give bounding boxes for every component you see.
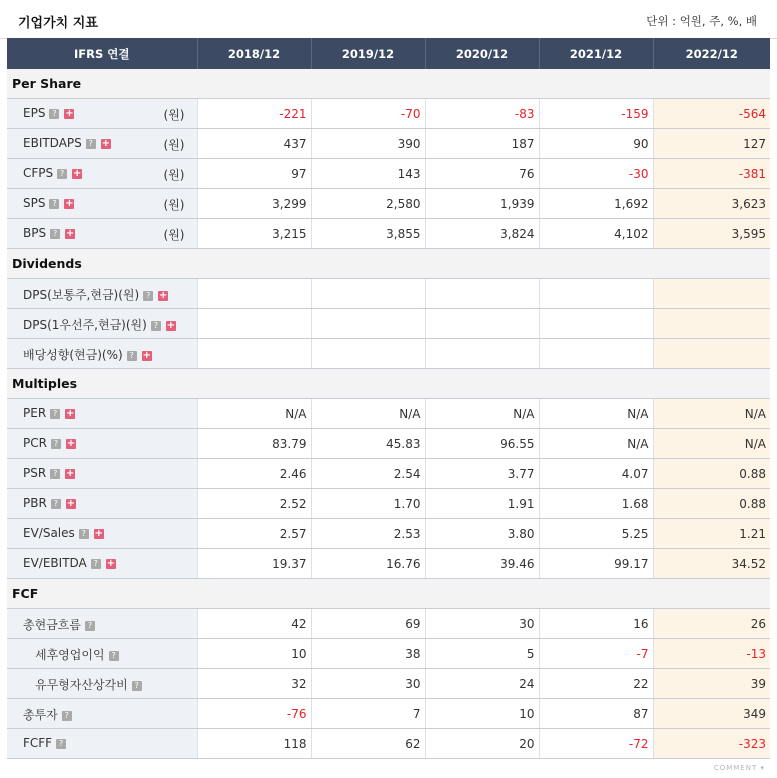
value-cell: 99.17 [539, 549, 653, 579]
plus-icon[interactable]: + [106, 558, 115, 569]
value-cell [539, 339, 653, 369]
value-cell: -30 [539, 159, 653, 189]
plus-icon[interactable]: + [66, 498, 75, 509]
table-row [7, 99, 770, 129]
section-title: FCF [7, 579, 770, 609]
section-row [7, 579, 770, 609]
value-cell: 10 [425, 699, 539, 729]
section-title: Dividends [7, 249, 770, 279]
value-cell: -323 [653, 729, 770, 759]
value-cell: 42 [197, 609, 311, 639]
row-unit: (원) [163, 108, 185, 122]
value-cell: 1,939 [425, 189, 539, 219]
value-cell: 38 [311, 639, 425, 669]
table-row [7, 219, 770, 249]
comment-label: COMMENT [713, 764, 758, 772]
row-label-text: FCFF [23, 736, 53, 750]
value-cell: 3,623 [653, 189, 770, 219]
value-cell: 3,299 [197, 189, 311, 219]
value-cell: 26 [653, 609, 770, 639]
value-cell: 20 [425, 729, 539, 759]
question-icon[interactable]: ? [51, 499, 61, 509]
value-cell: 1,692 [539, 189, 653, 219]
row-label-text: 배당성향(현금)(%) [23, 348, 123, 362]
value-cell [197, 279, 311, 309]
value-cell: -7 [539, 639, 653, 669]
question-icon[interactable]: ? [85, 621, 95, 631]
value-cell [197, 339, 311, 369]
row-label-cell [7, 279, 197, 309]
row-label-cell [7, 129, 197, 159]
question-icon[interactable]: ? [56, 739, 66, 749]
value-cell [425, 279, 539, 309]
value-cell: 3,215 [197, 219, 311, 249]
row-label-cell [7, 459, 197, 489]
row-label [23, 526, 104, 540]
year-header: 2019/12 [311, 38, 425, 69]
value-cell: 39.46 [425, 549, 539, 579]
value-cell: -221 [197, 99, 311, 129]
value-cell [653, 279, 770, 309]
value-cell [197, 309, 311, 339]
value-cell [311, 339, 425, 369]
row-label-text: PCR [23, 436, 47, 450]
section-title: Per Share [7, 69, 770, 99]
value-cell: 1.68 [539, 489, 653, 519]
value-cell: 83.79 [197, 429, 311, 459]
plus-icon[interactable]: + [101, 138, 110, 149]
row-label-cell [7, 339, 197, 369]
row-unit: (원) [163, 138, 185, 152]
panel-title: 기업가치 지표 [18, 16, 98, 31]
value-cell: 0.88 [653, 489, 770, 519]
value-cell: 62 [311, 729, 425, 759]
table-row [7, 459, 770, 489]
question-icon[interactable]: ? [143, 291, 153, 301]
table-row [7, 609, 770, 639]
question-icon[interactable]: ? [79, 529, 89, 539]
value-cell: N/A [197, 399, 311, 429]
plus-icon[interactable]: + [66, 468, 75, 479]
comment-toggle[interactable] [714, 764, 765, 772]
value-cell: 4,102 [539, 219, 653, 249]
year-header: 2020/12 [425, 38, 539, 69]
unit-note: 단위 : 억원, 주, %, 배 [646, 14, 757, 28]
table-row [7, 339, 770, 369]
value-cell: 2.46 [197, 459, 311, 489]
row-label [23, 706, 72, 723]
plus-icon[interactable]: + [94, 528, 103, 539]
value-cell: 5 [425, 639, 539, 669]
row-label [23, 226, 75, 240]
corner-header: IFRS 연결 [7, 38, 197, 69]
section-row [7, 69, 770, 99]
question-icon[interactable]: ? [49, 109, 59, 119]
value-cell [425, 339, 539, 369]
row-label-text: EBITDAPS [23, 136, 82, 150]
value-cell: 1.70 [311, 489, 425, 519]
plus-icon[interactable]: + [65, 108, 74, 119]
row-label [35, 646, 119, 663]
value-cell: 3,824 [425, 219, 539, 249]
row-label [23, 736, 66, 750]
row-label-text: DPS(보통주,현금)(원) [23, 288, 140, 302]
value-cell: 34.52 [653, 549, 770, 579]
row-label [23, 466, 75, 480]
value-cell: 30 [425, 609, 539, 639]
table-row [7, 549, 770, 579]
value-cell: 76 [425, 159, 539, 189]
row-label-cell [7, 159, 197, 189]
table-row [7, 699, 770, 729]
row-label [23, 166, 82, 180]
table-row [7, 519, 770, 549]
year-header: 2018/12 [197, 38, 311, 69]
section-title: Multiples [7, 369, 770, 399]
value-cell: 2,580 [311, 189, 425, 219]
row-label [23, 616, 95, 633]
plus-icon[interactable]: + [72, 168, 82, 179]
value-cell: 127 [653, 129, 770, 159]
row-label-cell [7, 609, 197, 639]
section-row [7, 249, 770, 279]
question-icon[interactable]: ? [51, 439, 61, 449]
row-label-cell [7, 639, 197, 669]
header-row [7, 38, 770, 69]
plus-icon[interactable]: + [66, 438, 76, 449]
row-label-text: SPS [23, 196, 46, 210]
row-label-text: BPS [23, 226, 47, 240]
year-header: 2021/12 [539, 38, 653, 69]
value-cell: 7 [311, 699, 425, 729]
row-unit: (원) [163, 198, 185, 212]
value-cell: 32 [197, 669, 311, 699]
value-cell: 1.91 [425, 489, 539, 519]
value-cell: 390 [311, 129, 425, 159]
value-cell: 3,855 [311, 219, 425, 249]
value-cell: 3.77 [425, 459, 539, 489]
table-row [7, 489, 770, 519]
row-label-text: 총투자 [23, 708, 58, 722]
question-icon[interactable]: ? [151, 321, 161, 331]
value-cell: 187 [425, 129, 539, 159]
row-label-text: PER [23, 406, 47, 420]
value-cell: 2.54 [311, 459, 425, 489]
table-row [7, 129, 770, 159]
value-cell: N/A [539, 399, 653, 429]
row-label [23, 496, 76, 510]
value-cell: 97 [197, 159, 311, 189]
value-cell: -76 [197, 699, 311, 729]
value-cell: 2.57 [197, 519, 311, 549]
row-label-cell [7, 699, 197, 729]
value-cell: 16.76 [311, 549, 425, 579]
row-label-cell [7, 219, 197, 249]
row-label-cell [7, 489, 197, 519]
row-label [23, 196, 74, 210]
question-icon[interactable]: ? [132, 681, 142, 691]
value-cell: 10 [197, 639, 311, 669]
value-cell: 22 [539, 669, 653, 699]
value-cell: 0.88 [653, 459, 770, 489]
value-cell: -72 [539, 729, 653, 759]
table-row [7, 639, 770, 669]
row-label-text: DPS(1우선주,현금)(원) [23, 318, 147, 332]
row-unit: (원) [163, 228, 185, 242]
row-label [23, 286, 168, 303]
row-label-text: 유무형자산상각비 [35, 678, 128, 692]
value-cell [653, 339, 770, 369]
row-label [23, 346, 152, 363]
row-label-cell [7, 99, 197, 129]
value-cell: 4.07 [539, 459, 653, 489]
value-cell: 90 [539, 129, 653, 159]
value-cell: -13 [653, 639, 770, 669]
value-cell: -381 [653, 159, 770, 189]
value-cell [311, 309, 425, 339]
section-row [7, 369, 770, 399]
value-cell: -83 [425, 99, 539, 129]
question-icon[interactable]: ? [50, 469, 60, 479]
plus-icon[interactable]: + [65, 228, 75, 239]
row-label-text: EPS [23, 106, 46, 120]
value-cell: N/A [653, 399, 770, 429]
table-row [7, 189, 770, 219]
panel-header [0, 0, 777, 39]
row-label-text: EV/EBITDA [23, 556, 87, 570]
value-cell: 2.52 [197, 489, 311, 519]
value-cell: 3,595 [653, 219, 770, 249]
value-cell: N/A [539, 429, 653, 459]
row-label-cell [7, 429, 197, 459]
value-cell: 143 [311, 159, 425, 189]
plus-icon[interactable]: + [142, 350, 151, 361]
value-cell [425, 309, 539, 339]
row-label [23, 556, 116, 570]
value-cell: N/A [425, 399, 539, 429]
value-cell [539, 279, 653, 309]
value-cell: 30 [311, 669, 425, 699]
table-row [7, 309, 770, 339]
row-label [23, 316, 176, 333]
table-row [7, 279, 770, 309]
value-cell: 118 [197, 729, 311, 759]
value-cell: 45.83 [311, 429, 425, 459]
row-label-cell [7, 189, 197, 219]
valuation-table [7, 38, 770, 759]
value-cell: 349 [653, 699, 770, 729]
value-cell: 5.25 [539, 519, 653, 549]
question-icon[interactable]: ? [50, 409, 60, 419]
row-label [23, 406, 75, 420]
value-cell: 19.37 [197, 549, 311, 579]
question-icon[interactable]: ? [109, 651, 119, 661]
value-cell [311, 279, 425, 309]
value-cell: N/A [653, 429, 770, 459]
question-icon[interactable]: ? [49, 199, 59, 209]
row-unit: (원) [163, 168, 185, 182]
value-cell [653, 309, 770, 339]
question-icon[interactable]: ? [57, 169, 67, 179]
row-label-cell [7, 309, 197, 339]
value-cell: 96.55 [425, 429, 539, 459]
row-label-text: EV/Sales [23, 526, 75, 540]
table-row [7, 399, 770, 429]
value-cell: 1.21 [653, 519, 770, 549]
value-cell: N/A [311, 399, 425, 429]
value-cell: 3.80 [425, 519, 539, 549]
row-label-cell [7, 399, 197, 429]
row-label [23, 136, 111, 150]
value-cell: 2.53 [311, 519, 425, 549]
year-header: 2022/12 [653, 38, 770, 69]
row-label-cell [7, 549, 197, 579]
value-cell: 87 [539, 699, 653, 729]
table-row [7, 159, 770, 189]
plus-icon[interactable]: + [158, 290, 168, 301]
row-label [23, 106, 74, 120]
row-label-text: 총현금흐름 [23, 618, 81, 632]
chevron-down-icon: ▾ [760, 764, 765, 772]
plus-icon[interactable]: + [65, 408, 75, 419]
row-label-cell [7, 729, 197, 759]
question-icon[interactable]: ? [62, 711, 72, 721]
table-row [7, 729, 770, 759]
row-label-cell [7, 519, 197, 549]
table-row [7, 669, 770, 699]
question-icon[interactable]: ? [91, 559, 101, 569]
value-cell: 39 [653, 669, 770, 699]
row-label-text: CFPS [23, 166, 54, 180]
value-cell: 69 [311, 609, 425, 639]
question-icon[interactable]: ? [127, 351, 137, 361]
value-cell: 24 [425, 669, 539, 699]
table-row [7, 429, 770, 459]
plus-icon[interactable]: + [166, 320, 176, 331]
row-label-text: 세후영업이익 [35, 648, 105, 662]
row-label-text: PSR [23, 466, 47, 480]
row-label [35, 676, 142, 693]
value-cell: -159 [539, 99, 653, 129]
row-label-cell [7, 669, 197, 699]
value-cell: 16 [539, 609, 653, 639]
value-cell: -70 [311, 99, 425, 129]
value-cell: -564 [653, 99, 770, 129]
value-cell [539, 309, 653, 339]
plus-icon[interactable]: + [65, 198, 74, 209]
question-icon[interactable]: ? [86, 139, 96, 149]
question-icon[interactable]: ? [50, 229, 60, 239]
value-cell: 437 [197, 129, 311, 159]
row-label-text: PBR [23, 496, 47, 510]
row-label [23, 436, 76, 450]
